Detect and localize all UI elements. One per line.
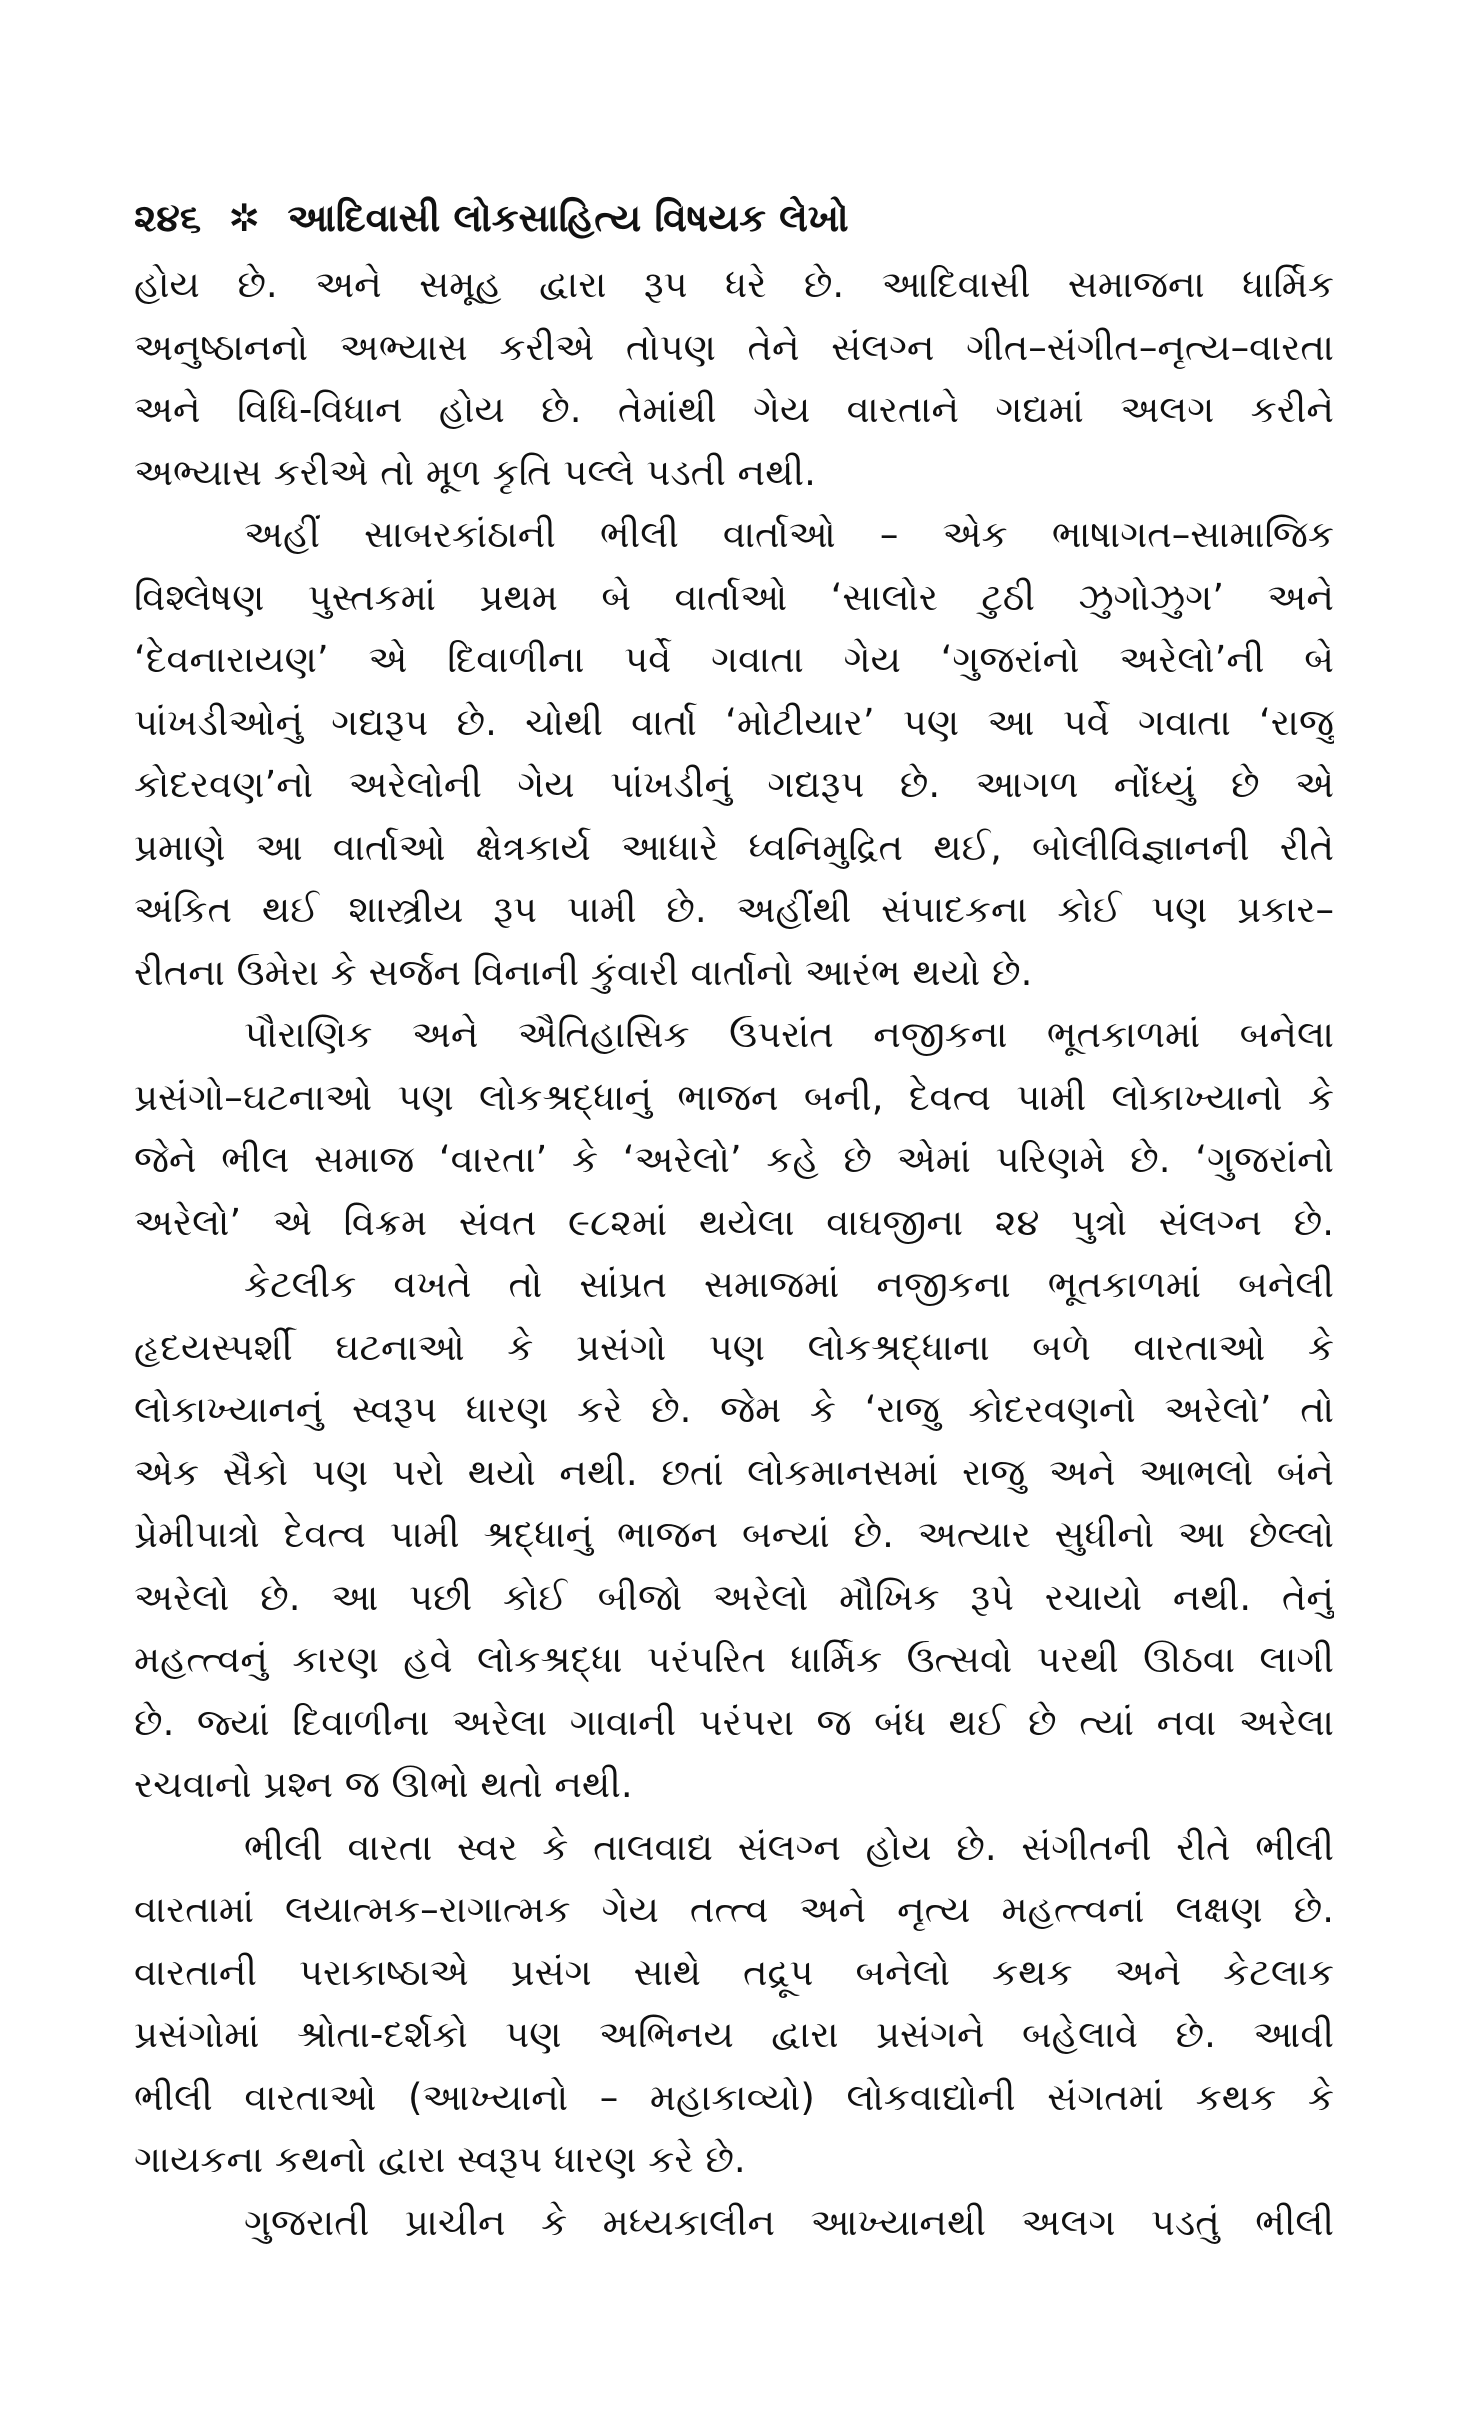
text-line: પૌરાણિક અને ઐતિહાસિક ઉપરાંત નજીકના ભૂતકાળમાં બનેલા [244, 1013, 1334, 1056]
text-line: લોકાખ્યાનનું સ્વરૂપ ધારણ કરે છે. જેમ કે ‘રાજુ કોદરવણનો અરેલો’ તો [134, 1388, 1334, 1431]
text-line: અભ્યાસ કરીએ તો મૂળ કૃતિ પલ્લે પડતી નથી. [134, 450, 816, 494]
text-line: પ્રસંગો–ઘટનાઓ પણ લોકશ્રદ્ધાનું ભાજન બની, દેવત્વ પામી લોકાખ્યાનો કે [134, 1075, 1334, 1119]
running-header [134, 192, 1334, 244]
text-line: કેટલીક વખતે તો સાંપ્રત સમાજમાં નજીકના ભૂતકાળમાં બનેલી [244, 1263, 1334, 1306]
text-line: ગાયકના કથનો દ્વારા સ્વરૂપ ધારણ કરે છે. [134, 2138, 746, 2181]
text-line: મહત્ત્વનું કારણ હવે લોકશ્રદ્ધા પરંપરિત ધાર્મિક ઉત્સવો પરથી ઊઠવા લાગી [134, 1638, 1334, 1681]
text-line: ‘દેવનારાયણ’ એ દિવાળીના પર્વે ગવાતા ગેય ‘ગુજરાંનો અરેલો’ની બે [134, 638, 1334, 681]
text-line: ગુજરાતી પ્રાચીન કે મધ્યકાલીન આખ્યાનથી અલગ પડતું ભીલી [244, 2200, 1334, 2244]
text-line: વારતાની પરાકાષ્ઠાએ પ્રસંગ સાથે તદ્રૂપ બનેલો કથક અને કેટલાક [134, 1950, 1334, 1994]
text-line: ભીલી વારતાઓ (આખ્યાનો – મહાકાવ્યો) લોકવાદ્યોની સંગતમાં કથક કે [134, 2075, 1334, 2119]
text-line: છે. જ્યાં દિવાળીના અરેલા ગાવાની પરંપરા જ બંધ થઈ છે ત્યાં નવા અરેલા [134, 1700, 1334, 1744]
text-line: અંકિત થઈ શાસ્ત્રીય રૂપ પામી છે. અહીંથી સંપાદકના કોઈ પણ પ્રકાર– [134, 888, 1334, 931]
text-line: રીતના ઉમેરા કે સર્જન વિનાની કુંવારી વાર્તાનો આરંભ થયો છે. [134, 950, 1033, 994]
text-line: પ્રમાણે આ વાર્તાઓ ક્ષેત્રકાર્ય આધારે ધ્વનિમુદ્રિત થઈ, બોલીવિજ્ઞાનની રીતે [134, 825, 1334, 869]
asterisk-separator-icon: ✲ [228, 196, 261, 240]
text-line: પાંખડીઓનું ગદ્યરૂપ છે. ચોથી વાર્તા ‘મોટીયાર’ પણ આ પર્વે ગવાતા ‘રાજુ [134, 700, 1334, 744]
page-number: ૨૪૬ [134, 196, 202, 240]
book-title: આદિવાસી લોકસાહિત્ય વિષયક લેખો [287, 196, 849, 240]
text-line: અહીં સાબરકાંઠાની ભીલી વાર્તાઓ – એક ભાષાગત–સામાજિક [244, 513, 1334, 556]
text-line: રચવાનો પ્રશ્ન જ ઊભો થતો નથી. [134, 1763, 633, 1806]
text-line: વારતામાં લયાત્મક–રાગાત્મક ગેય તત્ત્વ અને નૃત્ય મહત્ત્વનાં લક્ષણ છે. [134, 1888, 1334, 1931]
text-line: અરેલો’ એ વિક્રમ સંવત ૯૮૨માં થયેલા વાઘજીના ૨૪ પુત્રો સંલગ્ન છે. [134, 1200, 1334, 1244]
text-line: એક સૈકો પણ પરો થયો નથી. છતાં લોકમાનસમાં રાજુ અને આભલો બંને [134, 1450, 1334, 1494]
text-line: પ્રસંગોમાં શ્રોતા-દર્શકો પણ અભિનય દ્વારા પ્રસંગને બહેલાવે છે. આવી [134, 2013, 1334, 2056]
body-text [134, 254, 1334, 2254]
text-line: વિશ્લેષણ પુસ્તકમાં પ્રથમ બે વાર્તાઓ ‘સાલોર ટુઠી ઝુગોઝુગ’ અને [134, 575, 1334, 619]
text-line: કોદરવણ’નો અરેલોની ગેય પાંખડીનું ગદ્યરૂપ છે. આગળ નોંધ્યું છે એ [134, 763, 1334, 806]
text-line: હોય છે. અને સમૂહ દ્વારા રૂપ ધરે છે. આદિવાસી સમાજના ધાર્મિક [134, 263, 1334, 306]
text-line: અરેલો છે. આ પછી કોઈ બીજો અરેલો મૌખિક રૂપે રચાયો નથી. તેનું [134, 1575, 1334, 1619]
text-line: ભીલી વારતા સ્વર કે તાલવાદ્ય સંલગ્ન હોય છે. સંગીતની રીતે ભીલી [244, 1825, 1334, 1869]
text-line: પ્રેમીપાત્રો દેવત્વ પામી શ્રદ્ધાનું ભાજન બન્યાં છે. અત્યાર સુધીનો આ છેલ્લો [134, 1513, 1334, 1556]
text-line: અને વિધિ-વિધાન હોય છે. તેમાંથી ગેય વારતાને ગદ્યમાં અલગ કરીને [134, 388, 1334, 431]
text-line: હૃદયસ્પર્શી ઘટનાઓ કે પ્રસંગો પણ લોકશ્રદ્ધાના બળે વારતાઓ કે [134, 1325, 1334, 1369]
text-line: અનુષ્ઠાનનો અભ્યાસ કરીએ તોપણ તેને સંલગ્ન ગીત–સંગીત–નૃત્ય–વારતા [134, 325, 1334, 369]
text-line: જેને ભીલ સમાજ ‘વારતા’ કે ‘અરેલો’ કહે છે એમાં પરિણમે છે. ‘ગુજરાંનો [134, 1138, 1334, 1181]
